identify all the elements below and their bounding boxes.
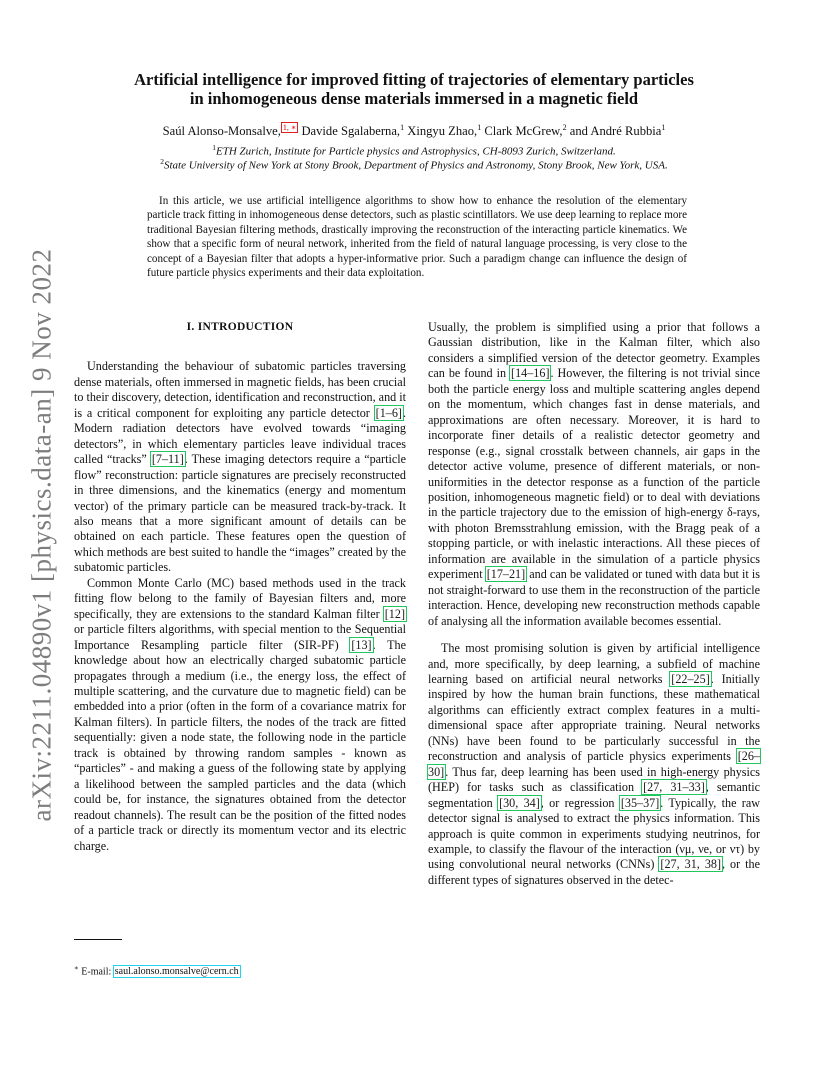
citation-link[interactable]: [27, 31–33] <box>643 780 705 795</box>
citation-link[interactable]: [13] <box>351 637 372 652</box>
citation-link[interactable]: [26–30] <box>428 749 760 779</box>
text-run: . Typically, the raw detector signal is analysed to extract the physics information. This approach is quite common in experiments studying neutrinos, for example, to classify the flavour of the interaction (νμ, νe, or ντ) by using convolutional neural networks (CNNs) <box>428 795 761 872</box>
intro-paragraph-4 <box>428 641 760 888</box>
text-run: . Thus far, deep learning has been used in high-energy physics (HEP) for tasks such as classification <box>428 764 760 795</box>
author-2-affil: 1 <box>400 123 405 132</box>
footnote-label: E-mail: <box>78 966 114 978</box>
citation-link[interactable]: [27, 31, 38] <box>660 857 721 872</box>
email-link[interactable]: saul.alonso.monsalve@cern.ch <box>114 966 239 978</box>
right-column <box>428 320 760 888</box>
affiliation-2-text: State University of New York at Stony Brook, Department of Physics and Astronomy, Stony Brook, New York, USA. <box>164 159 668 172</box>
left-column <box>74 320 406 854</box>
text-run: or particle filters algorithms, with special mention to the Sequential Importance Resampling particle filter (SIR-PF) <box>74 622 406 652</box>
citation-link[interactable]: [14–16] <box>511 366 550 381</box>
affiliation-1-number: 1 <box>212 143 217 152</box>
affiliation-1-text: ETH Zurich, Institute for Particle physics and Astrophysics, CH-8093 Zurich, Switzerland. <box>216 145 616 158</box>
text-run: Understanding the behaviour of subatomic particles traversing dense materials, often immersed in magnetic fields, has been crucial to their discovery, detection, identification and reconstruction, and it is a critical component for exploiting any particle detector <box>74 359 406 420</box>
text-run: , semantic segmentation <box>428 780 760 810</box>
author-list <box>60 123 768 139</box>
citation-link[interactable]: [22–25] <box>671 671 710 686</box>
citation-link[interactable]: [35–37] <box>620 795 660 810</box>
affiliation-2-number: 2 <box>160 157 164 166</box>
arxiv-sidebar <box>22 240 62 830</box>
text-run: . Initially inspired by how the human brain functions, these mathematical algorithms can efficiently extract complex features in a multi-dimensional space after appropriate training. Neural networks (NNs) have been found to be particularly successful in the reconstruction and analysis of particle physics experiments <box>428 671 761 764</box>
text-run: , or regression <box>540 795 620 810</box>
section-heading-introduction: I. INTRODUCTION <box>186 321 294 333</box>
citation-link[interactable]: [7–11] <box>151 452 184 467</box>
citation-link[interactable]: [1–6] <box>375 405 402 420</box>
author-3: Xingyu Zhao, <box>407 124 478 139</box>
text-run: . Modern radiation detectors have evolved towards “imaging detectors”, in which elementary particles leave individual traces called “tracks” <box>74 405 406 467</box>
author-4-affil: 2 <box>562 123 567 132</box>
citation-link[interactable]: [12] <box>384 606 405 621</box>
author-4: Clark McGrew, <box>484 124 563 139</box>
text-run: . These imaging detectors require a “particle flow” reconstruction: particle signatures are precisely reconstructed in three dimensions, and the kinematics (energy and momentum vector) of the primary particle can be measured track-by-track. It also means that a more significant amount of details can be obtained on each particle. These features open the question of which methods are best suited to handle the “images” created by the subatomic particles. <box>74 452 406 575</box>
citation-link[interactable]: [30, 34] <box>499 795 540 810</box>
intro-paragraph-3 <box>428 320 760 629</box>
text-run: Usually, the problem is simplified using a prior that follows a Gaussian distribution, like in the Kalman filter, which also considers a simplified version of the detector geometry. Examples can be found in <box>428 320 760 381</box>
citation-link[interactable]: [17–21] <box>486 567 526 582</box>
author-5-affil: 1 <box>661 123 666 132</box>
text-run: Common Monte Carlo (MC) based methods used in the track fitting flow belong to the family of Bayesian filters and, more specifically, they are extensions to the standard Kalman filter <box>74 575 406 621</box>
title-line-2: in inhomogeneous dense materials immersed in a magnetic field <box>189 89 639 108</box>
arxiv-identifier: arXiv:2211.04890v1 [physics.data-an] 9 Nov 2022 <box>26 248 57 822</box>
author-3-affil: 1 <box>477 123 482 132</box>
affiliation-2 <box>60 157 768 172</box>
text-run: , or the different types of signatures observed in the detec- <box>428 857 760 887</box>
author-2: Davide Sgalaberna, <box>301 124 401 139</box>
affiliation-1 <box>60 143 768 158</box>
footnote <box>74 964 240 977</box>
text-run: The most promising solution is given by artificial intelligence and, more specifically, by deep learning, a subfield of machine learning based on artificial neural networks <box>428 641 760 686</box>
author-5: and André Rubbia <box>569 124 662 139</box>
author-1: Saúl Alonso-Monsalve, <box>162 124 281 139</box>
abstract: In this article, we use artificial intelligence algorithms to show how to enhance the resolution of the elementary particle track fitting in inhomogeneous dense detectors, such as plastic scintillators. We use deep learning to replace more traditional Bayesian filtering methods, drastically improving the reconstruction of the interacting particle kinematics. We show that a specific form of neural network, inherited from the field of natural language processing, is very close to the concept of a Bayesian filter that adopts a hyper-informative prior. Such a paradigm change can influence the design of future particle physics experiments and their data exploitation. <box>147 195 687 280</box>
text-run: . However, the filtering is not trivial since both the particle energy loss and multiple scattering angles depend on the momentum, which changes fast in dense materials, and approximations are often necessary. Moreover, it is hard to incorporate finer details of a realistic detector geometry and response (e.g., signal crosstalk between channels, air gaps in the detector active volume, presence of different materials, or non-uniformities in the detector response as a function of the particle position, inhomogeneous magnetic field) or to deal with deviations in the particle trajectory due to the emission of high-energy δ-rays, with photon Bremsstrahlung emission, with the Bragg peak of a stopping particle, or with inelastic interactions. All these pieces of information are available in the simulation of a particle physics experiment <box>428 366 760 582</box>
footnote-rule <box>74 939 122 940</box>
text-run: . The knowledge about how an electrically charged subatomic particle propagates through a medium (i.e., the energy loss, the effect of multiple scattering, and the curvature due to magnetic field) can be embedded into a prior (often in the form of a covariance matrix for Kalman filters). In particle filters, the nodes of the track are fitted sequentially: given a node state, the following node in the particle track is obtained by throwing random samples - known as “particles” - and making a guess of the following state by applying a likelihood between the sampled particles and the data (which could be, for instance, the signatures obtained from the detector readout channels). The result can be the position of the fitted nodes of a particle track or directly its momentum vector and its electric charge. <box>74 637 406 853</box>
title-line-1: Artificial intelligence for improved fitting of trajectories of elementary particles <box>134 70 694 89</box>
author-1-affil[interactable]: 1, ∗ <box>282 123 297 132</box>
footnote-marker: ∗ <box>74 964 79 972</box>
text-run: and can be validated or tuned with data but it is not straight-forward to use them in the reconstruction of the particle interaction. Hence, developing new reconstruction methods capable of analysing all the information available becomes essential. <box>428 567 760 628</box>
intro-paragraph-1 <box>74 359 406 575</box>
intro-paragraph-2 <box>74 576 406 854</box>
paper-title <box>90 70 738 108</box>
